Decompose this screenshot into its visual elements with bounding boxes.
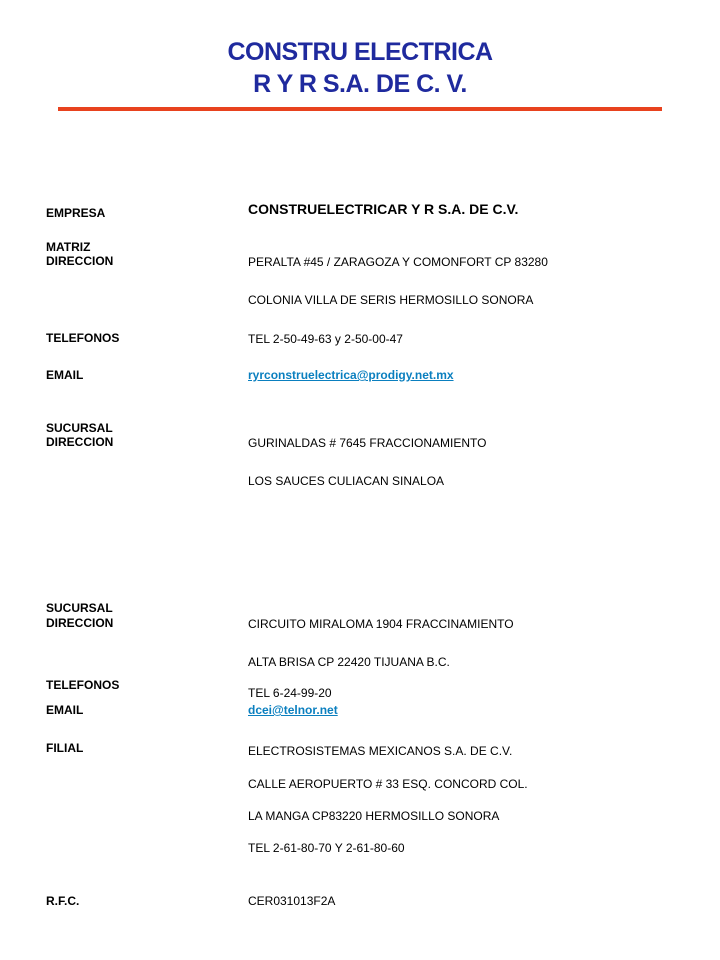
company-title-line2: R Y R S.A. DE C. V. (253, 70, 467, 98)
sucursal2-address-line1: CIRCUITO MIRALOMA 1904 FRACCINAMIENTO (248, 617, 514, 631)
company-title-line1: CONSTRU ELECTRICA (227, 38, 493, 66)
matriz-label: MATRIZ (46, 240, 91, 254)
matriz-address-line1: PERALTA #45 / ZARAGOZA Y COMONFORT CP 83280 (248, 255, 548, 269)
sucursal1-label: SUCURSAL (46, 421, 113, 435)
empresa-label: EMPRESA (46, 206, 106, 220)
empresa-value: CONSTRUELECTRICAR Y R S.A. DE C.V. (248, 201, 519, 217)
filial-line1: ELECTROSISTEMAS MEXICANOS S.A. DE C.V. (248, 744, 513, 758)
matriz-telefonos-value: TEL 2-50-49-63 y 2-50-00-47 (248, 332, 403, 346)
sucursal1-address-line1: GURINALDAS # 7645 FRACCIONAMIENTO (248, 436, 487, 450)
matriz-email-link[interactable]: ryrconstruelectrica@prodigy.net.mx (248, 368, 454, 382)
sucursal2-label: SUCURSAL (46, 601, 113, 615)
sucursal1-direccion-label: DIRECCION (46, 435, 114, 449)
filial-line4: TEL 2-61-80-70 Y 2-61-80-60 (248, 841, 405, 855)
filial-line2: CALLE AEROPUERTO # 33 ESQ. CONCORD COL. (248, 777, 528, 791)
sucursal2-email-link[interactable]: dcei@telnor.net (248, 703, 338, 717)
sucursal1-address-line2: LOS SAUCES CULIACAN SINALOA (248, 474, 445, 488)
sucursal2-telefonos-label: TELEFONOS (46, 678, 120, 692)
sucursal2-address-line2: ALTA BRISA CP 22420 TIJUANA B.C. (248, 655, 450, 669)
sucursal2-direccion-label: DIRECCION (46, 616, 114, 630)
matriz-address-line2: COLONIA VILLA DE SERIS HERMOSILLO SONORA (248, 293, 534, 307)
matriz-telefonos-label: TELEFONOS (46, 331, 120, 345)
sucursal2-email-label: EMAIL (46, 703, 84, 717)
rfc-value: CER031013F2A (248, 894, 336, 908)
matriz-direccion-label: DIRECCION (46, 254, 114, 268)
header-divider (58, 107, 662, 111)
filial-label: FILIAL (46, 741, 84, 755)
matriz-email-label: EMAIL (46, 368, 84, 382)
sucursal2-telefonos-value: TEL 6-24-99-20 (248, 686, 332, 700)
filial-line3: LA MANGA CP83220 HERMOSILLO SONORA (248, 809, 500, 823)
rfc-label: R.F.C. (46, 894, 80, 908)
